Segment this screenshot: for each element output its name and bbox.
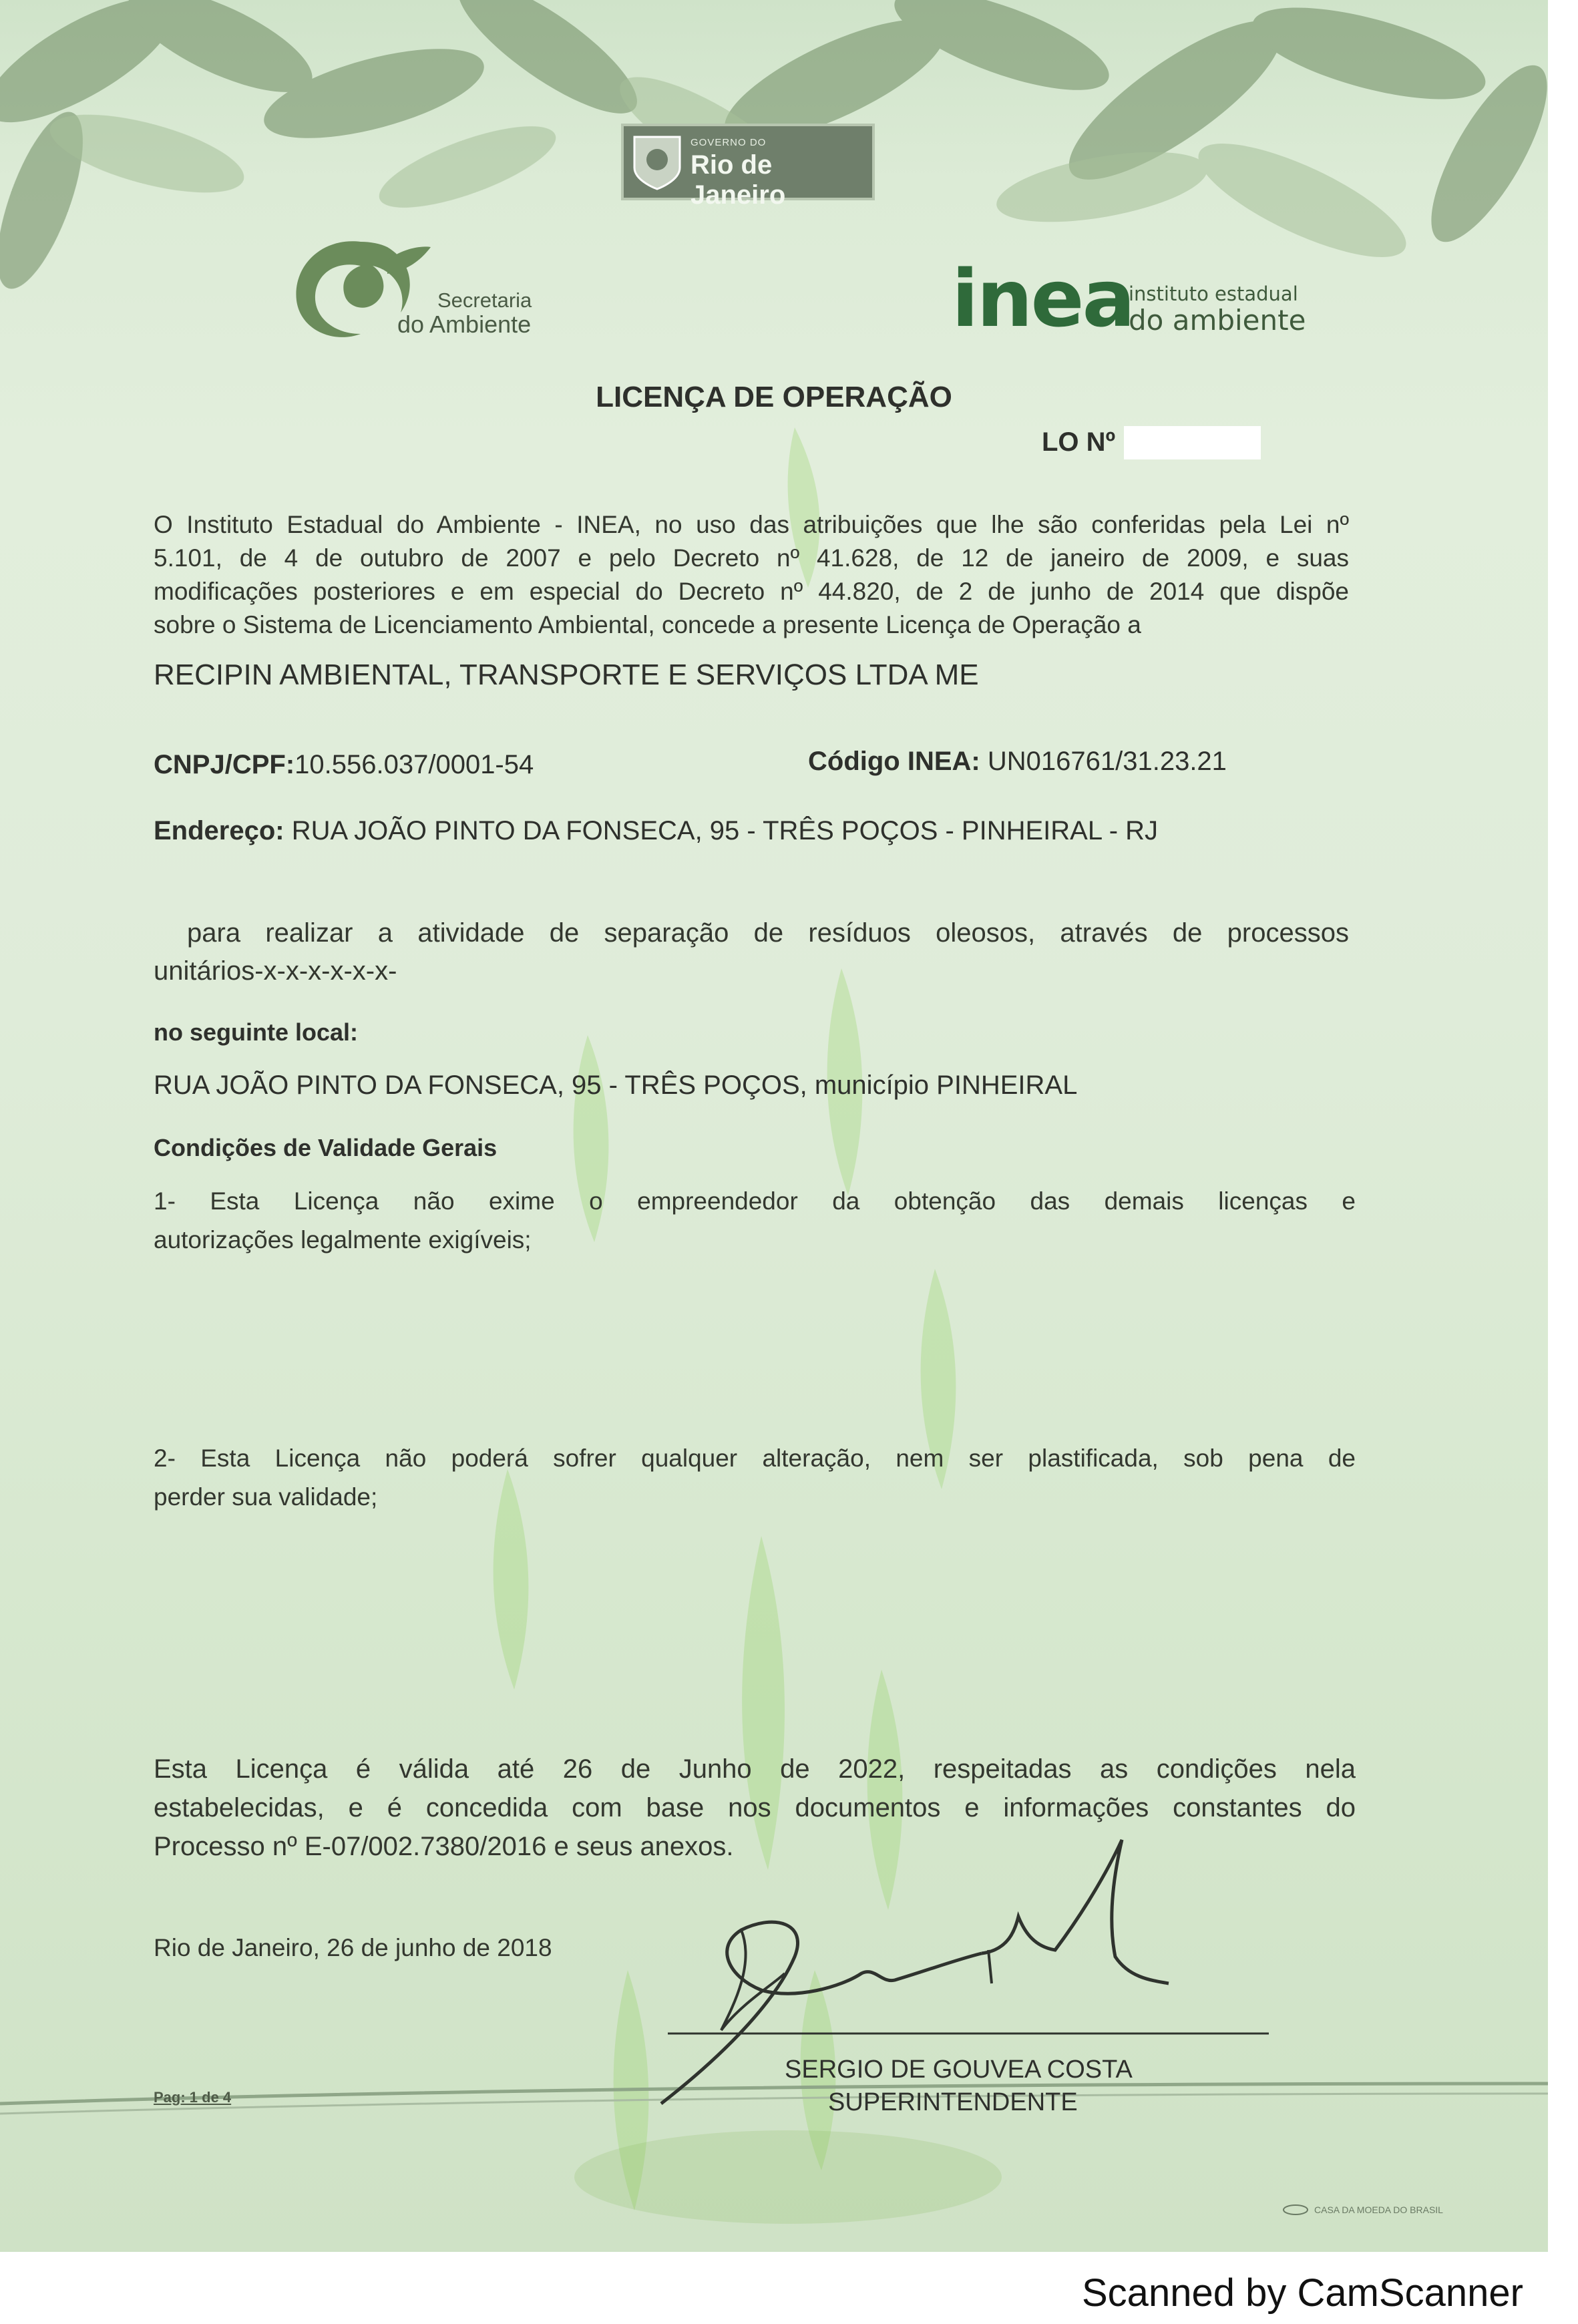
camscanner-watermark: Scanned by CamScanner — [1082, 2271, 1523, 2315]
cnpj-field — [154, 750, 534, 780]
endereco-value: RUA JOÃO PINTO DA FONSECA, 95 - TRÊS POÇOS - PINHEIRAL - RJ — [291, 816, 1159, 845]
signer-name: SERGIO DE GOUVEA COSTA — [785, 2056, 1133, 2084]
condition-1-line-1: 1- Esta Licença não exime o empreendedor da obtenção das demais licenças e — [154, 1187, 1356, 1215]
local-value: RUA JOÃO PINTO DA FONSECA, 95 - TRÊS POÇOS, município PINHEIRAL — [154, 1071, 1078, 1100]
conditions-title: Condições de Validade Gerais — [154, 1134, 498, 1161]
endereco-field — [154, 816, 1158, 846]
governo-label: GOVERNO DO — [691, 137, 767, 148]
local-label: no seguinte local: — [154, 1018, 359, 1046]
codigo-inea-field — [808, 747, 1227, 777]
page-number: Pag: 1 de 4 — [154, 2089, 232, 2106]
inea-instituto-label: instituto estadual — [1129, 282, 1298, 305]
inea-wordmark: inea — [952, 252, 1134, 345]
license-number-label: LO Nº — [1042, 427, 1116, 457]
casa-da-moeda-mark — [1282, 2204, 1443, 2216]
intro-line-4: sobre o Sistema de Licenciamento Ambiental, concede a presente Licença de Operação a — [154, 611, 1141, 638]
condition-2-line-2: perder sua validade; — [154, 1483, 378, 1511]
place-date: Rio de Janeiro, 26 de junho de 2018 — [154, 1934, 552, 1961]
casa-da-moeda-label: CASA DA MOEDA DO BRASIL — [1314, 2204, 1443, 2215]
license-number-redaction — [1124, 426, 1261, 459]
intro-line-1: O Instituto Estadual do Ambiente - INEA, no uso das atribuições que lhe são conferidas pela Lei nº — [154, 511, 1349, 538]
casa-da-moeda-icon — [1282, 2204, 1309, 2216]
cnpj-label: CNPJ/CPF: — [154, 750, 295, 779]
inea-ambiente-label: do ambiente — [1129, 304, 1306, 337]
rio-de-janeiro-label: Rio de Janeiro — [691, 150, 786, 210]
endereco-label: Endereço: — [154, 816, 284, 845]
activity-line-2: unitários-x-x-x-x-x-x- — [154, 956, 397, 986]
intro-line-2: 5.101, de 4 de outubro de 2007 e pelo Decreto nº 41.628, de 12 de janeiro de 2009, e suas — [154, 544, 1349, 572]
cnpj-value: 10.556.037/0001-54 — [294, 750, 534, 779]
secretaria-label: Secretaria — [437, 288, 532, 312]
codigo-inea-label: Código INEA: — [808, 747, 980, 776]
signer-title: SUPERINTENDENTE — [828, 2088, 1078, 2116]
intro-line-3: modificações posteriores e em especial do Decreto nº 44.820, de 2 de junho de 2014 que dispõe — [154, 578, 1349, 605]
condition-2-line-1: 2- Esta Licença não poderá sofrer qualquer alteração, nem ser plastificada, sob pena de — [154, 1444, 1356, 1472]
governo-rj-logo — [621, 124, 875, 210]
validity-line-1: Esta Licença é válida até 26 de Junho de 2022, respeitadas as condições nela — [154, 1754, 1356, 1784]
coat-of-arms-icon — [630, 133, 684, 192]
condition-1-line-2: autorizações legalmente exigíveis; — [154, 1226, 532, 1253]
codigo-inea-value: UN016761/31.23.21 — [987, 747, 1227, 776]
validity-line-3: Processo nº E-07/002.7380/2016 e seus anexos. — [154, 1832, 734, 1861]
activity-line-1: para realizar a atividade de separação de resíduos oleosos, através de processos — [187, 918, 1349, 948]
do-ambiente-label: do Ambiente — [397, 311, 532, 338]
company-name: RECIPIN AMBIENTAL, TRANSPORTE E SERVIÇOS LTDA ME — [154, 658, 979, 691]
validity-line-2: estabelecidas, e é concedida com base nos documentos e informações constantes do — [154, 1793, 1356, 1822]
document-title: LICENÇA DE OPERAÇÃO — [596, 381, 952, 413]
